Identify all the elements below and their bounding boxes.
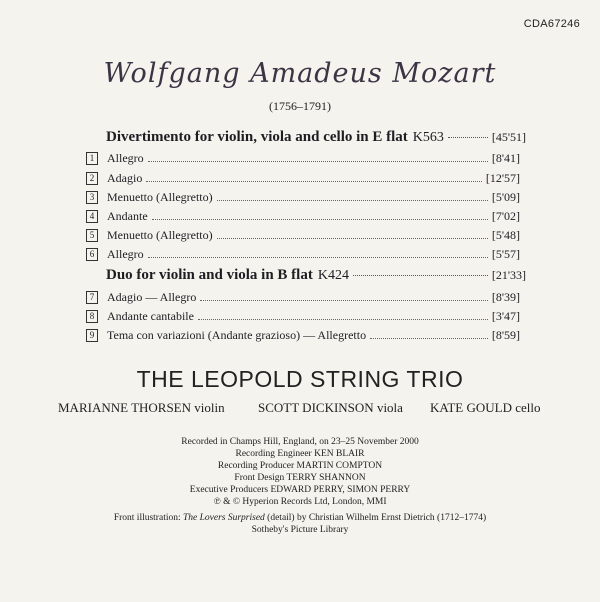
track-title: Menuetto (Allegretto) <box>107 190 213 204</box>
work-duration: [45'51] <box>491 130 526 144</box>
track-row <box>86 328 520 343</box>
performer <box>258 400 403 416</box>
track-duration: [5'57] <box>491 247 520 261</box>
performer-instrument: cello <box>515 400 541 415</box>
track-number: 7 <box>86 291 98 304</box>
track-duration: [12'57] <box>485 171 520 185</box>
track-number: 9 <box>86 329 98 342</box>
illustration-prefix: Front illustration: <box>113 513 183 523</box>
track-row <box>86 171 520 186</box>
track-title: Menuetto (Allegretto) <box>107 228 213 242</box>
track-duration: [7'02] <box>491 209 520 223</box>
track-number: 6 <box>86 248 98 261</box>
koechel-number: K424 <box>317 268 349 283</box>
track-duration: [3'47] <box>491 309 520 323</box>
illustration-line <box>0 512 600 524</box>
performer-name: MARIANNE THORSEN <box>58 400 192 415</box>
ensemble-name: THE LEOPOLD STRING TRIO <box>136 366 464 392</box>
koechel-number: K563 <box>412 130 444 145</box>
track-number: 4 <box>86 210 98 223</box>
track-title: Andante <box>107 209 148 223</box>
credit-line: ℗ & © Hyperion Records Ltd, London, MMI <box>213 497 387 507</box>
work-duration: [21'33] <box>491 268 526 282</box>
catalog-number: CDA67246 <box>523 18 580 30</box>
dot-leader <box>217 200 488 201</box>
track-number: 5 <box>86 229 98 242</box>
work-heading <box>106 129 526 146</box>
credit-line: Front Design TERRY SHANNON <box>234 473 366 483</box>
illustration-suffix: (detail) by Christian Wilhelm Ernst Dietrich (1712–1774) <box>264 513 487 523</box>
track-number: 3 <box>86 191 98 204</box>
composer-name: Wolfgang Amadeus Mozart <box>103 58 497 89</box>
dot-leader <box>353 274 488 276</box>
track-row <box>86 190 520 205</box>
track-duration: [5'48] <box>491 228 520 242</box>
work-title: Duo for violin and viola in B flat <box>106 267 313 283</box>
track-row <box>86 290 520 305</box>
illustration-title: The Lovers Surprised <box>182 513 265 523</box>
dot-leader <box>200 300 488 301</box>
credit-line: Recording Producer MARTIN COMPTON <box>217 461 383 471</box>
performer-instrument: violin <box>194 400 225 415</box>
track-row <box>86 209 520 224</box>
track-title: Tema con variazioni (Andante grazioso) — Allegretto <box>107 328 367 342</box>
track-title: Adagio — Allegro <box>107 290 197 304</box>
track-duration: [8'39] <box>491 290 520 304</box>
credit-line: Executive Producers EDWARD PERRY, SIMON PERRY <box>189 485 411 495</box>
track-title: Allegro <box>107 151 144 165</box>
track-number: 2 <box>86 172 98 185</box>
track-title: Allegro <box>107 247 144 261</box>
performer-instrument: viola <box>376 400 403 415</box>
dot-leader <box>217 238 488 239</box>
track-row <box>86 247 520 262</box>
dot-leader <box>370 338 488 339</box>
recording-credits <box>0 436 600 508</box>
track-number: 1 <box>86 152 98 165</box>
track-row <box>86 151 520 166</box>
dot-leader <box>148 161 488 162</box>
performer <box>430 400 540 416</box>
dot-leader <box>148 257 488 258</box>
dot-leader <box>198 319 488 320</box>
performer-name: SCOTT DICKINSON <box>258 400 374 415</box>
illustration-source: Sotheby's Picture Library <box>251 525 349 535</box>
track-title: Adagio <box>107 171 143 185</box>
credit-line: Recorded in Champs Hill, England, on 23–25 November 2000 <box>181 437 419 447</box>
illustration-credit <box>0 512 600 536</box>
track-number: 8 <box>86 310 98 323</box>
performer-name: KATE GOULD <box>430 400 512 415</box>
work-title: Divertimento for violin, viola and cello in E flat <box>106 129 408 145</box>
dot-leader <box>152 219 488 220</box>
track-title: Andante cantabile <box>107 309 194 323</box>
work-heading <box>106 267 526 284</box>
track-row <box>86 309 520 324</box>
credit-line: Recording Engineer KEN BLAIR <box>235 449 365 459</box>
dot-leader <box>448 136 488 138</box>
composer-dates: (1756–1791) <box>269 99 331 113</box>
dot-leader <box>146 181 482 182</box>
track-duration: [5'09] <box>491 190 520 204</box>
performer <box>58 400 225 416</box>
track-duration: [8'41] <box>491 151 520 165</box>
track-duration: [8'59] <box>491 328 520 342</box>
track-row <box>86 228 520 243</box>
